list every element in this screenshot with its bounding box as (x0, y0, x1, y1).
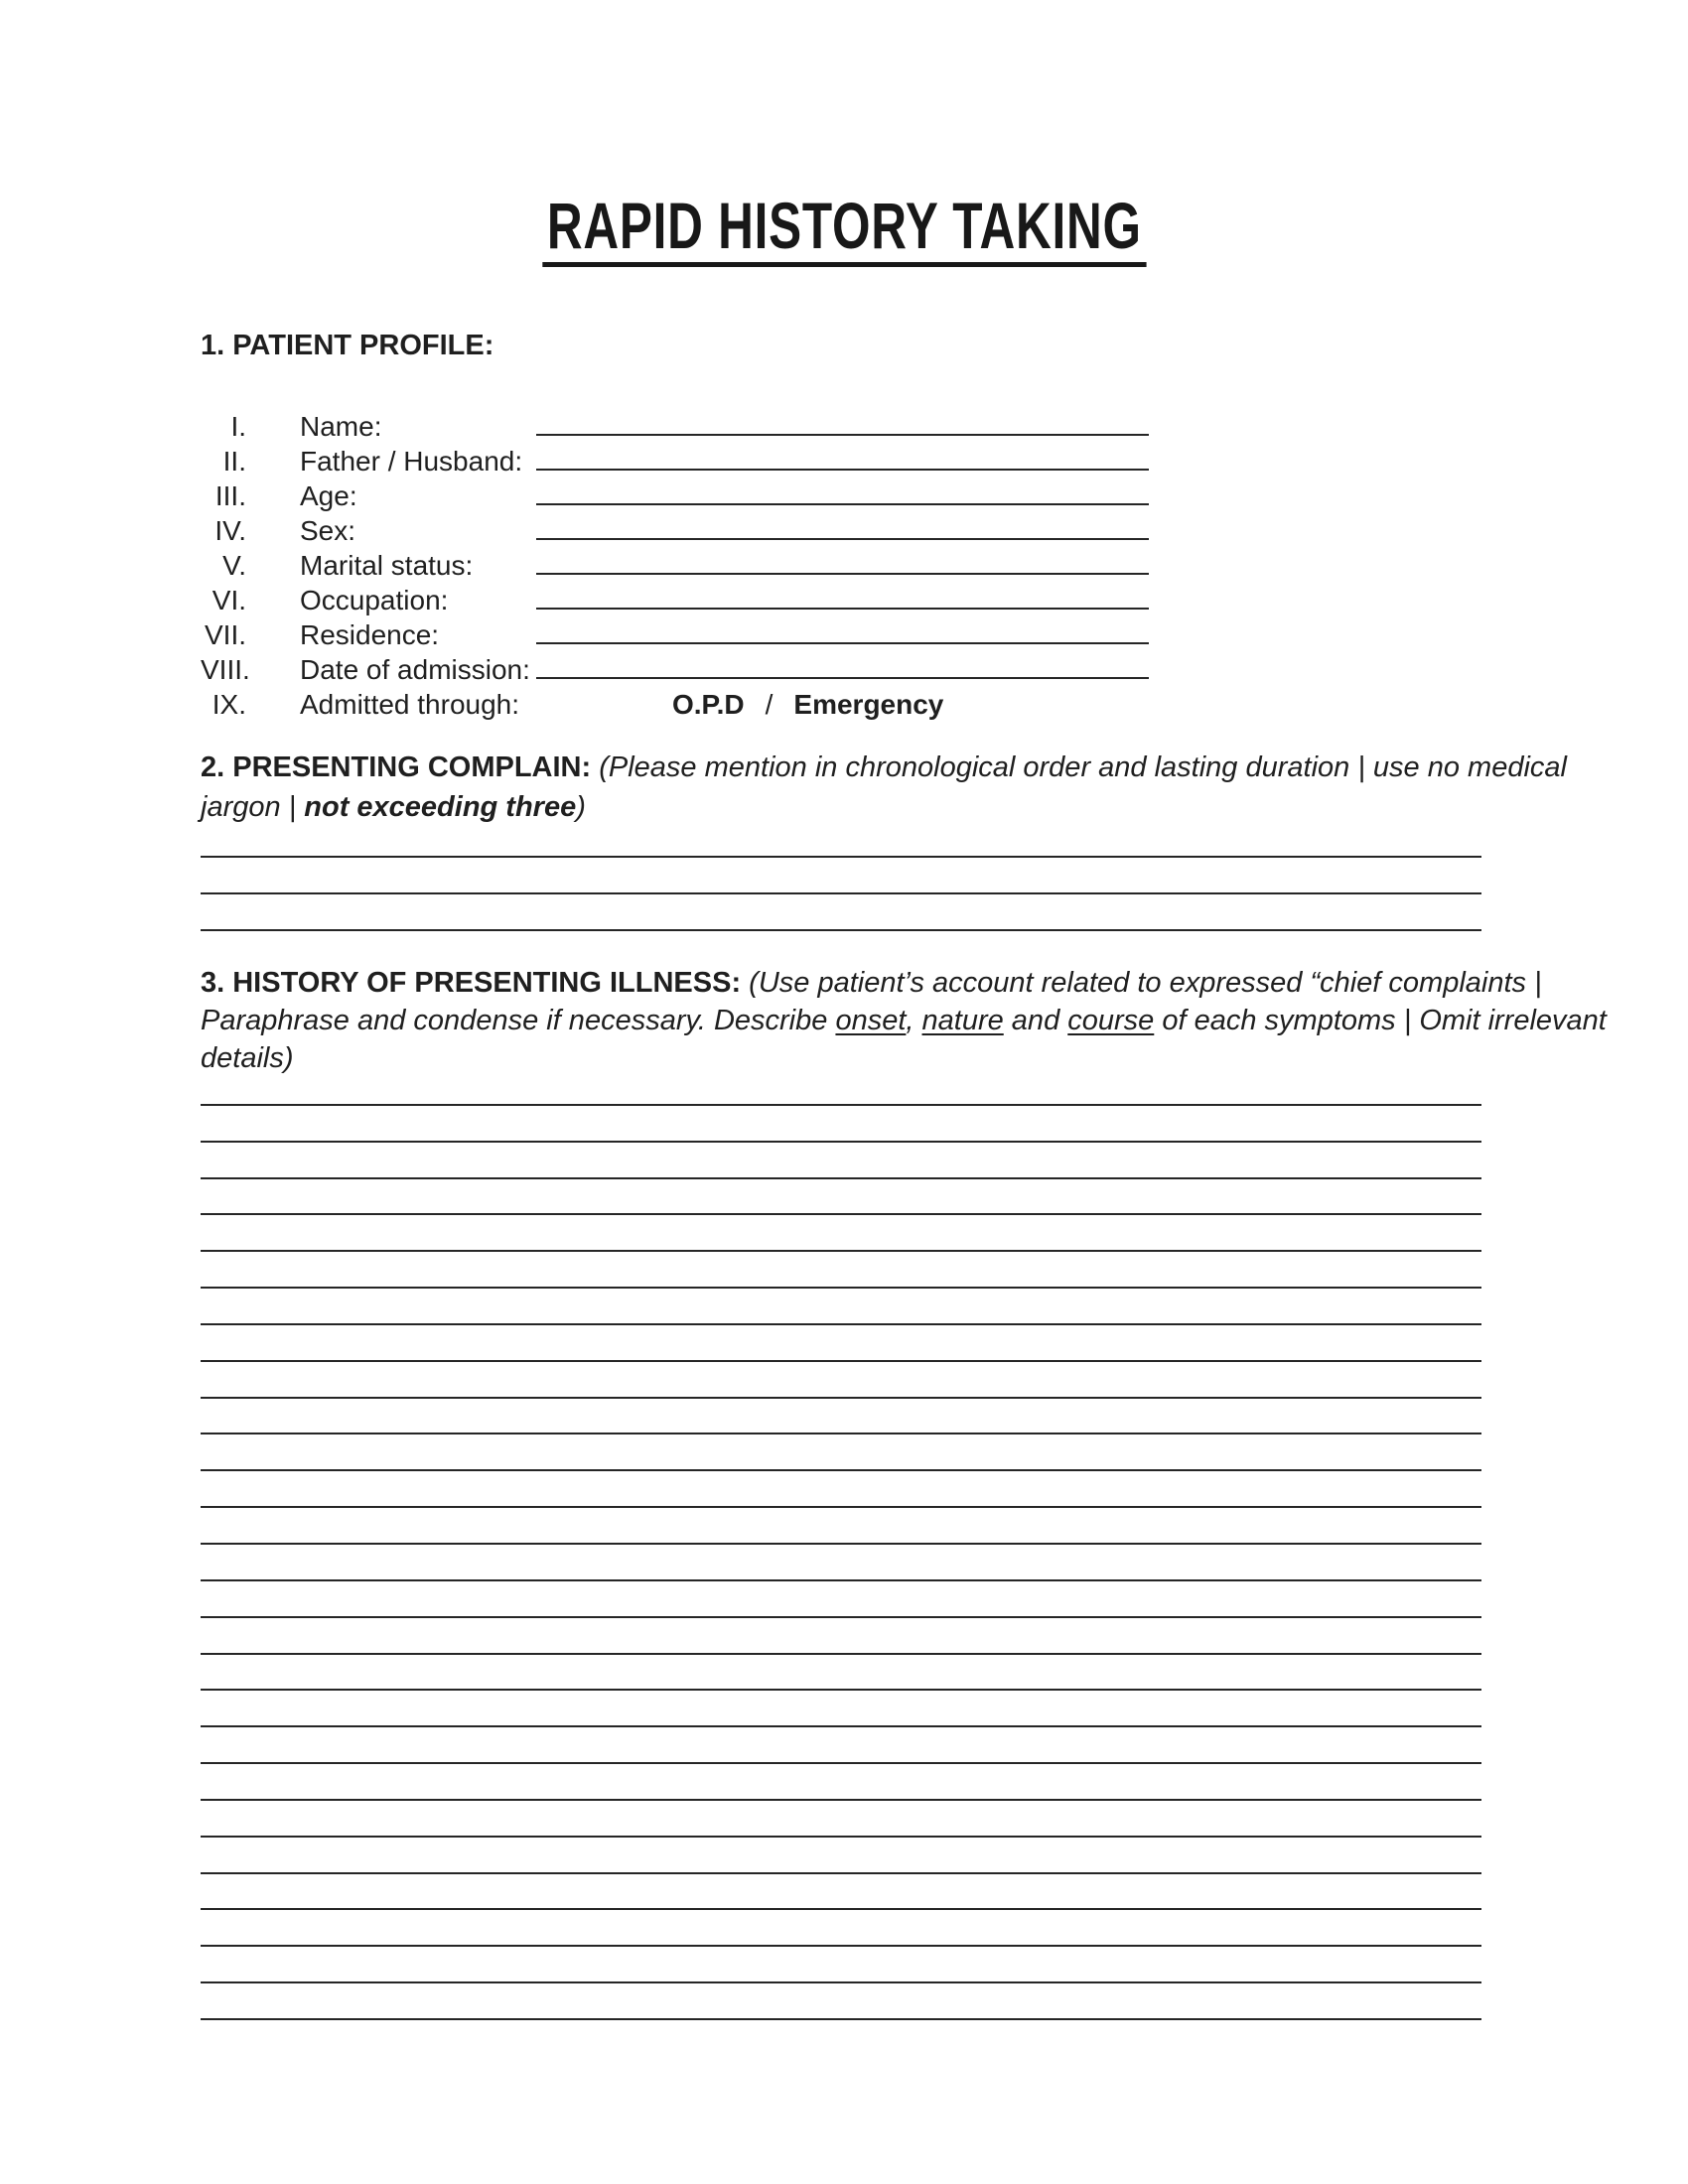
roman-numeral: I. (230, 411, 246, 442)
writing-line (201, 1434, 1481, 1471)
admitted-option-emergency: Emergency (793, 689, 944, 720)
profile-label: Date of admission: (300, 654, 530, 685)
section1-heading: 1. PATIENT PROFILE: (201, 330, 494, 361)
document-title: RAPID HISTORY TAKING (542, 193, 1146, 267)
writing-line (201, 1874, 1481, 1911)
writing-line (201, 1143, 1481, 1179)
section3-title: 3. HISTORY OF PRESENTING ILLNESS: (201, 967, 742, 999)
writing-line (201, 1471, 1481, 1508)
writing-line (201, 1838, 1481, 1874)
profile-item-row (201, 583, 1481, 617)
roman-numeral: IX. (211, 689, 246, 720)
writing-line (201, 1325, 1481, 1362)
writing-line (201, 1106, 1481, 1143)
writing-line (201, 1655, 1481, 1692)
roman-numeral: V. (222, 550, 246, 581)
writing-line (201, 1179, 1481, 1216)
roman-numeral: IV. (214, 515, 246, 546)
patient-profile-list (201, 409, 1481, 687)
section3-writing-lines (201, 1069, 1481, 2020)
roman-numeral: III. (214, 480, 246, 511)
profile-label: Name: (300, 411, 382, 442)
profile-label: Age: (300, 480, 357, 511)
section2-title: 2. PRESENTING COMPLAIN: (201, 751, 592, 783)
writing-line (201, 821, 1481, 858)
section3-heading-line2: Paraphrase and condense if necessary. Describe onset, nature and course of each symptoms | Omit irrelevant (201, 1005, 1607, 1036)
writing-line (201, 1910, 1481, 1947)
profile-item-row (201, 513, 1481, 548)
section2-heading-line2: jargon | not exceeding three) (201, 791, 586, 823)
section3-heading-line1 (201, 964, 1607, 1002)
profile-item-row (201, 409, 1481, 444)
profile-item-row (201, 617, 1481, 652)
section3-note-line1: (Use patient’s account related to expressed “chief complaints | (741, 967, 1542, 999)
profile-blank-line (536, 677, 1149, 679)
profile-label: Father / Husband: (300, 446, 523, 477)
profile-blank-line (536, 503, 1149, 505)
profile-label: Sex: (300, 515, 356, 546)
writing-line (201, 1289, 1481, 1325)
section2-heading (201, 748, 1567, 827)
writing-line (201, 1947, 1481, 1983)
admitted-option-separator: / (765, 689, 774, 720)
roman-numeral: II. (222, 446, 246, 477)
writing-line (201, 894, 1481, 931)
underlined-term-nature: nature (921, 1005, 1004, 1036)
writing-line (201, 1545, 1481, 1581)
profile-item-row (201, 444, 1481, 478)
profile-blank-line (536, 538, 1149, 540)
roman-numeral: VIII. (201, 654, 250, 685)
writing-line (201, 1508, 1481, 1545)
writing-line (201, 1691, 1481, 1727)
profile-label: Marital status: (300, 550, 474, 581)
profile-blank-line (536, 469, 1149, 471)
section3-heading-line3: details) (201, 1042, 294, 1074)
writing-line (201, 1581, 1481, 1618)
profile-blank-line (536, 642, 1149, 644)
section2-heading-line1 (201, 748, 1567, 787)
writing-line (201, 1362, 1481, 1399)
profile-blank-line (536, 573, 1149, 575)
profile-blank-line (536, 608, 1149, 610)
title-wrap (0, 189, 1688, 267)
writing-line (201, 1399, 1481, 1435)
admitted-option-opd: O.P.D (672, 689, 745, 720)
section2-writing-lines (201, 821, 1481, 931)
profile-item-row (201, 548, 1481, 583)
section2-note-emphasis: not exceeding three (304, 791, 577, 823)
section2-note-line1: (Please mention in chronological order and lasting duration | use no medical (591, 751, 1567, 783)
profile-item-row-admitted (201, 687, 1481, 722)
writing-line (201, 1069, 1481, 1106)
writing-line (201, 1764, 1481, 1801)
admitted-options (672, 687, 943, 722)
underlined-term-course: course (1067, 1005, 1155, 1036)
profile-blank-line (536, 434, 1149, 436)
writing-line (201, 1215, 1481, 1252)
writing-line (201, 1252, 1481, 1289)
writing-line (201, 1727, 1481, 1764)
writing-line (201, 1983, 1481, 2020)
writing-line (201, 1801, 1481, 1838)
underlined-term-onset: onset (835, 1005, 907, 1036)
roman-numeral: VII. (204, 619, 246, 650)
writing-line (201, 858, 1481, 894)
writing-line (201, 1618, 1481, 1655)
profile-item-row (201, 478, 1481, 513)
profile-label: Admitted through: (300, 689, 520, 720)
section3-heading (201, 964, 1607, 1077)
profile-label: Occupation: (300, 585, 449, 615)
profile-item-row (201, 652, 1481, 687)
profile-label: Residence: (300, 619, 440, 650)
roman-numeral: VI. (211, 585, 246, 615)
